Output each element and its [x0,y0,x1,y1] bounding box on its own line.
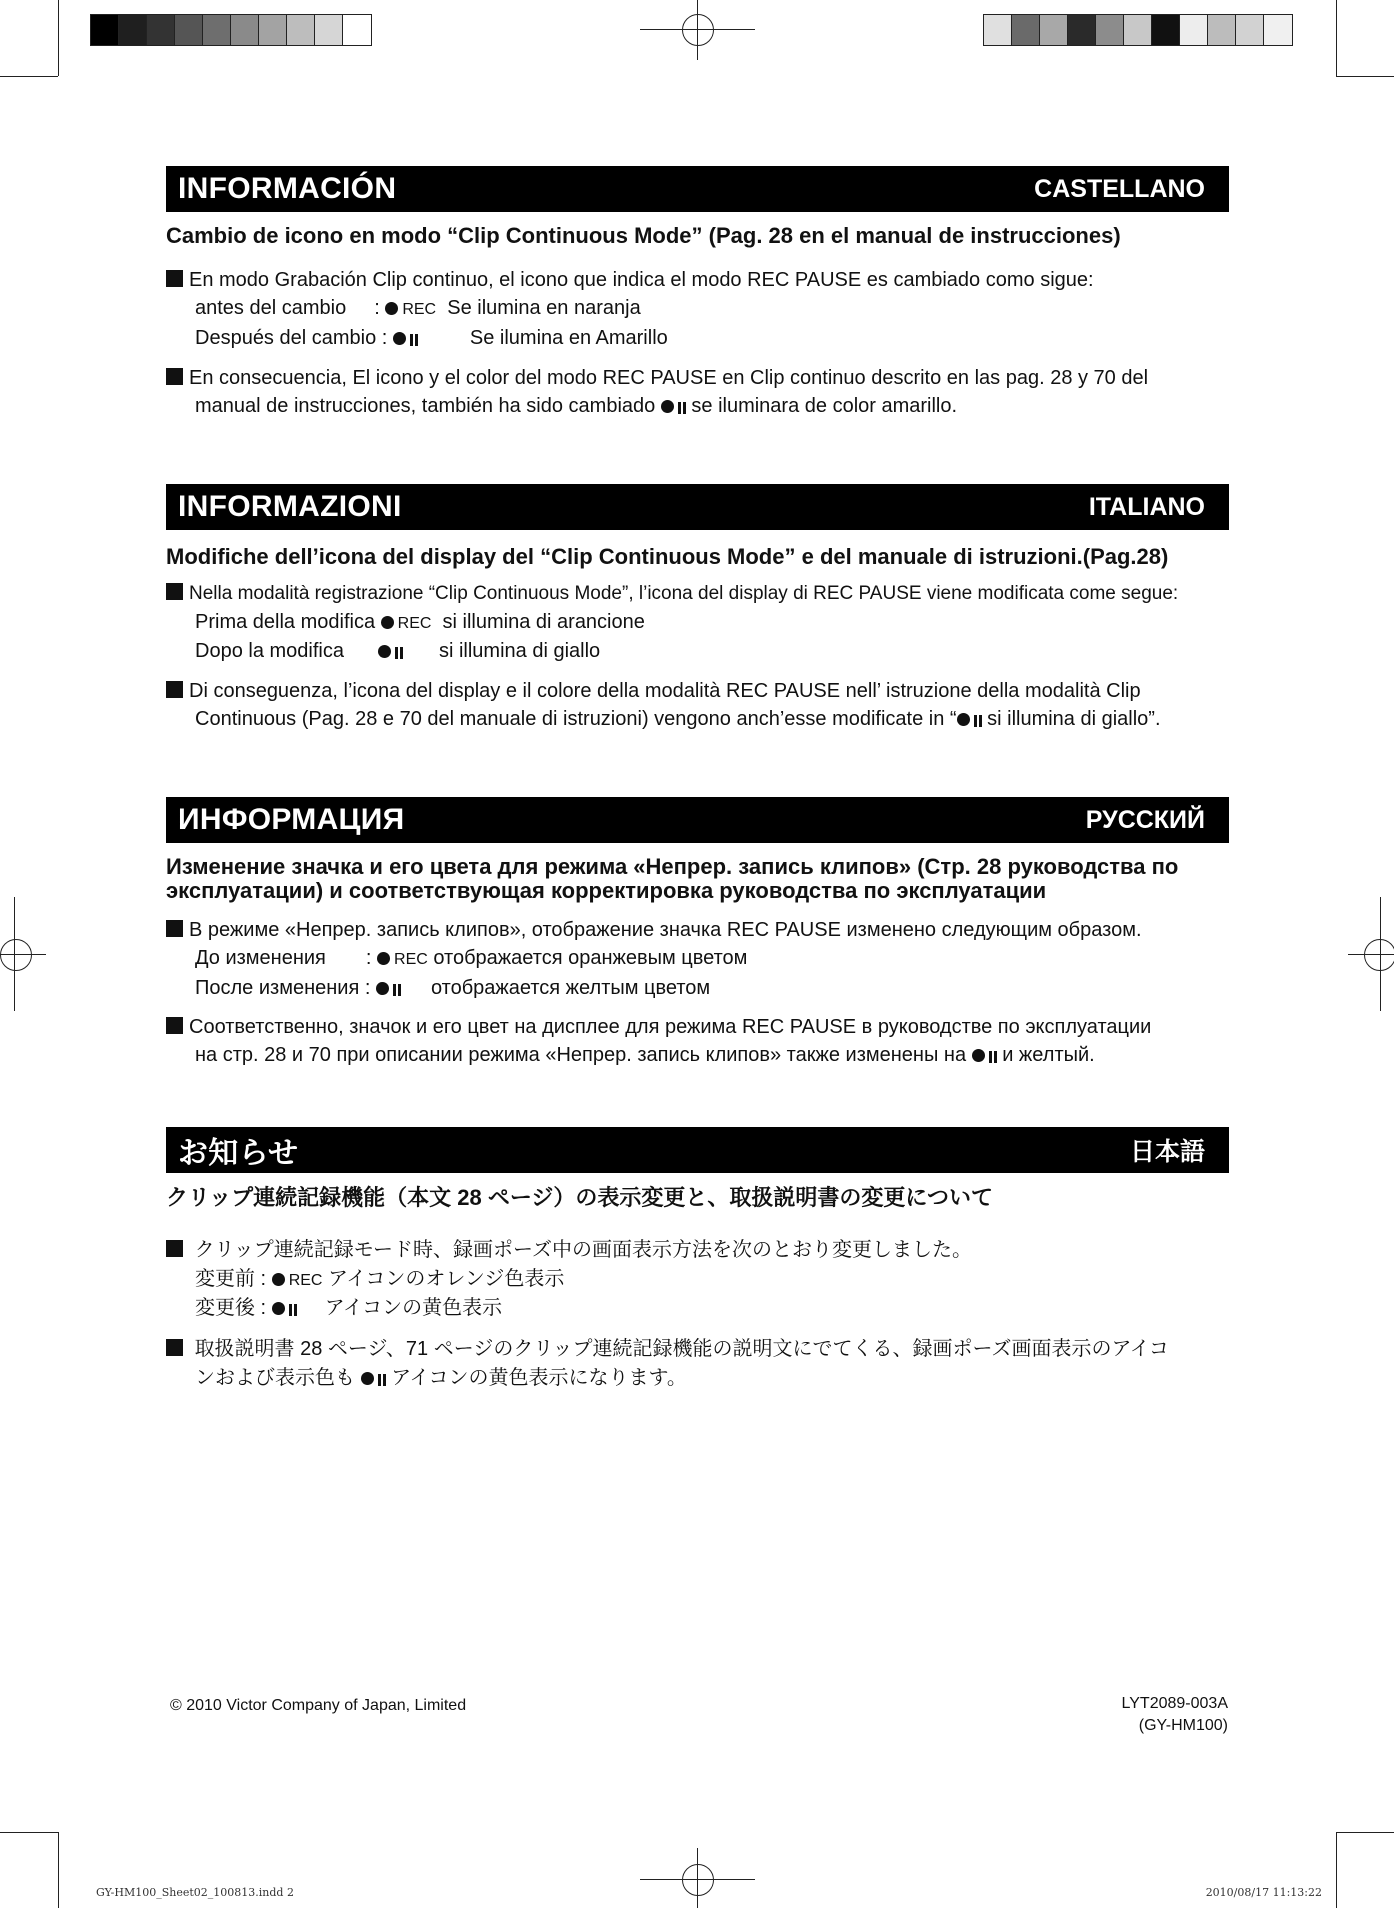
record-dot-icon [381,616,394,629]
color-swatch [1068,15,1096,45]
paragraph-2: En consecuencia, El icono y el color del modo REC PAUSE en Clip continuo descrito en las pag. 28 y 70 del [166,364,1230,392]
paragraph-2-continued: на стр. 28 и 70 при описании режима «Непрер. запись клипов» также изменены на и желтый. [195,1041,1095,1071]
color-swatch [119,15,147,45]
color-swatch [1180,15,1208,45]
record-dot-icon [972,1049,985,1062]
after-line: Dopo la modifica si illumina di giallo [195,637,600,667]
color-swatch [1012,15,1040,45]
color-swatch [984,15,1012,45]
color-swatch [1096,15,1124,45]
section-language: CASTELLANO [1034,174,1205,203]
color-swatch [147,15,175,45]
before-line: antes del cambio : REC Se ilumina en naranja [195,297,641,319]
section-language: 日本語 [1129,1138,1205,1166]
rec-label: REC [402,301,437,318]
document-code [1122,1693,1228,1737]
paragraph-2-continued: Continuous (Pag. 28 e 70 del manuale di istruzioni) vengono anch’esse modificate in “ si illumina di giallo”. [195,705,1161,735]
color-swatch [1152,15,1180,45]
before-line: Prima della modifica REC si illumina di arancione [195,611,645,633]
section-header-ja [166,1127,1229,1173]
record-dot-icon [385,302,398,315]
color-bar-right [983,14,1293,46]
paragraph-1: クリップ連続記録モード時、録画ポーズ中の画面表示方法を次のとおり変更しました。 [166,1236,1230,1264]
color-swatch [1040,15,1068,45]
paragraph-1: En modo Grabación Clip continuo, el icono que indica el modo REC PAUSE es cambiado como sigue: [166,266,1230,294]
paragraph-2-continued: manual de instrucciones, también ha sido cambiado se iluminara de color amarillo. [195,392,957,422]
section-title: INFORMAZIONI [178,490,402,523]
color-swatch [343,15,371,45]
record-dot-icon [272,1302,285,1315]
pause-icon [376,1366,386,1394]
section-subtitle: クリップ連続記録機能（本文 28 ページ）の表示変更と、取扱説明書の変更について [166,1185,993,1210]
pause-icon [676,394,686,422]
before-line: 変更前 : REC アイコンのオレンジ色表示 [195,1268,565,1290]
section-header-es [166,166,1229,212]
color-swatch [259,15,287,45]
color-swatch [1236,15,1264,45]
paragraph-1: В режиме «Непрер. запись клипов», отображение значка REC PAUSE изменено следующим образом. [166,916,1230,944]
color-swatch [175,15,203,45]
pause-icon [393,639,403,667]
slug-timestamp: 2010/08/17 11:13:22 [1205,1886,1322,1899]
color-swatch [231,15,259,45]
record-dot-icon [376,982,389,995]
section-header-it [166,484,1229,530]
pause-icon [391,976,401,1004]
color-swatch [1124,15,1152,45]
pause-icon [972,707,982,735]
after-line: После изменения : отображается желтым цветом [195,974,710,1004]
slug-filename: GY-HM100_Sheet02_100813.indd 2 [96,1886,294,1899]
record-dot-icon [378,645,391,658]
after-line: 変更後 : アイコンの黄色表示 [195,1294,502,1324]
section-title: INFORMACIÓN [178,172,397,205]
record-dot-icon [377,952,390,965]
after-line: Después del cambio : Se ilumina en Amarillo [195,324,668,354]
color-swatch [1208,15,1236,45]
paragraph-2: Соответственно, значок и его цвет на дисплее для режима REC PAUSE в руководстве по эксплуатации [166,1013,1230,1041]
record-dot-icon [393,332,406,345]
rec-label: REC [397,615,432,632]
section-language: РУССКИЙ [1085,805,1205,834]
model-number: (GY-HM100) [1138,1717,1228,1734]
bullet-square [166,1017,183,1034]
section-header-ru [166,797,1229,843]
paragraph-2: 取扱説明書 28 ページ、71 ページのクリップ連続記録機能の説明文にでてくる、録画ポーズ画面表示のアイコ [166,1335,1230,1363]
section-subtitle: Modifiche dell’icona del display del “Clip Continuous Mode” e del manuale di istruzioni.(Pag.28) [166,544,1169,569]
section-subtitle: Cambio de icono en modo “Clip Continuous Mode” (Pag. 28 en el manual de instrucciones) [166,223,1121,248]
pause-icon [987,1043,997,1071]
rec-label: REC [394,951,428,968]
bullet-square [166,368,183,385]
record-dot-icon [361,1372,374,1385]
bullet-square [166,920,183,937]
color-swatch [315,15,343,45]
pause-icon [287,1296,297,1324]
bullet-square [166,270,183,287]
color-swatch [203,15,231,45]
record-dot-icon [957,713,970,726]
record-dot-icon [272,1273,285,1286]
color-swatch [1264,15,1292,45]
paragraph-2-continued: ンおよび表示色も アイコンの黄色表示になります。 [195,1364,687,1394]
copyright: © 2010 Victor Company of Japan, Limited [170,1697,467,1714]
section-subtitle: Изменение значка и его цвета для режима «Непрер. запись клипов» (Стр. 28 руководства по эксплуатации) и соответствующая корректировка руководства по эксплуатации [166,854,1179,903]
rec-label: REC [288,1272,323,1289]
doc-code: LYT2089-003A [1121,1695,1228,1712]
paragraph-2: Di conseguenza, l’icona del display e il colore della modalità REC PAUSE nell’ istruzione della modalità Clip [166,677,1230,705]
bullet-square [166,583,183,600]
record-dot-icon [661,400,674,413]
before-line: До изменения : REC отображается оранжевым цветом [195,947,748,969]
color-bar-left [90,14,372,46]
paragraph-1: Nella modalità registrazione “Clip Continuous Mode”, l’icona del display di REC PAUSE viene modificata come segue: [166,580,1230,608]
color-swatch [91,15,119,45]
section-language: ITALIANO [1088,492,1205,521]
section-title: お知らせ [178,1137,299,1170]
color-swatch [287,15,315,45]
section-title: ИНФОРМАЦИЯ [178,803,405,836]
bullet-square [166,1339,183,1356]
bullet-square [166,681,183,698]
bullet-square [166,1240,183,1257]
pause-icon [408,326,418,354]
